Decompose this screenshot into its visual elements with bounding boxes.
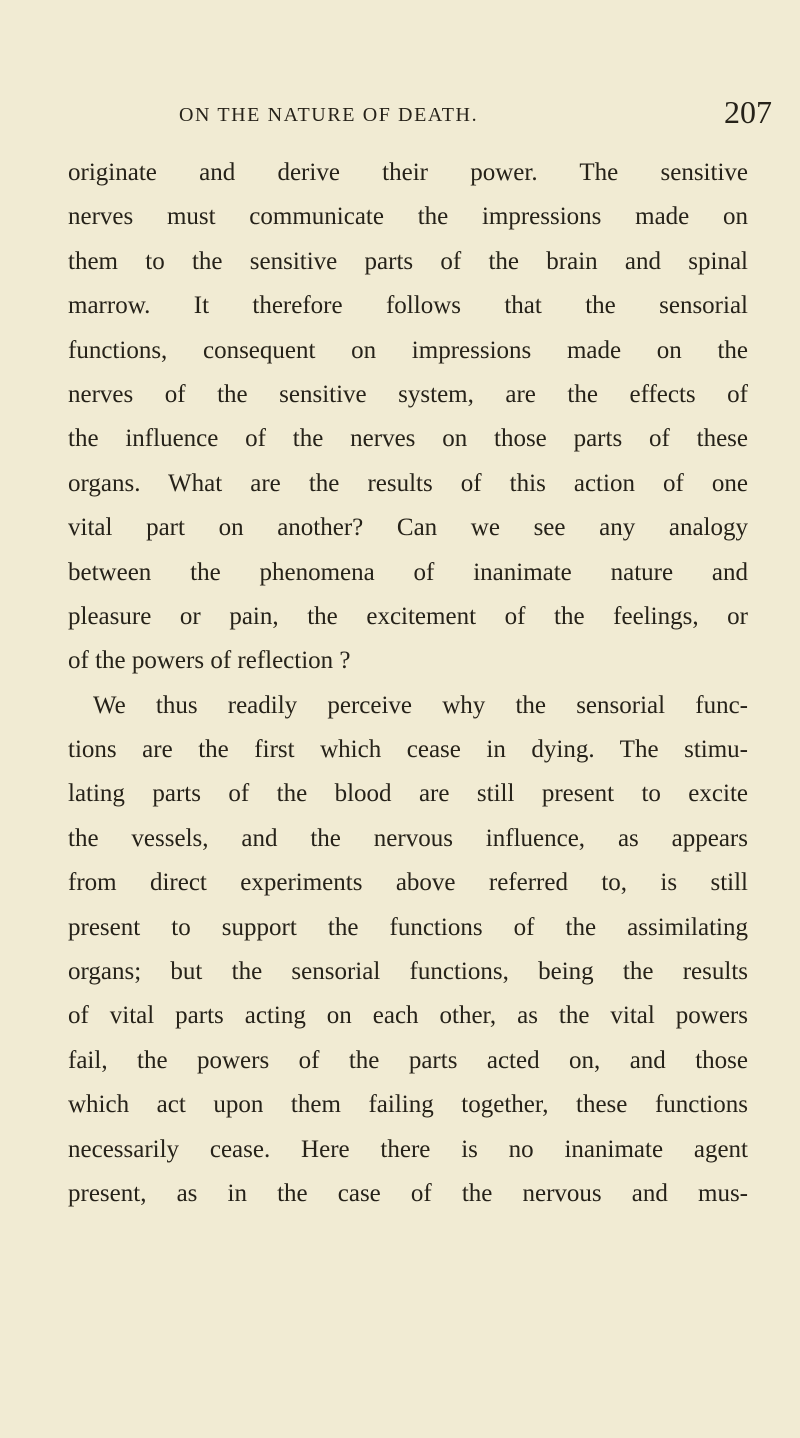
text-line: organs. What are the results of this action of one: [68, 469, 748, 497]
body-text: [68, 151, 748, 1216]
text-line: tions are the first which cease in dying. The stimu-: [68, 736, 748, 764]
text-line: We thus readily perceive why the sensorial func-: [93, 691, 748, 719]
text-line: nerves must communicate the impressions made on: [68, 203, 748, 231]
text-line: originate and derive their power. The sensitive: [68, 159, 748, 186]
text-line: present to support the functions of the assimilating: [68, 913, 748, 941]
text-line: of the powers of reflection ?: [68, 647, 351, 675]
running-head: ON THE NATURE OF DEATH.: [179, 104, 479, 126]
text-line: of vital parts acting on each other, as the vital powers: [68, 1002, 748, 1030]
text-line: functions, consequent on impressions made on the: [68, 336, 748, 364]
text-line: necessarily cease. Here there is no inanimate agent: [68, 1135, 748, 1163]
text-line: from direct experiments above referred to, is still: [68, 869, 748, 897]
text-line: marrow. It therefore follows that the sensorial: [68, 292, 748, 320]
text-line: organs; but the sensorial functions, being the results: [68, 958, 748, 986]
text-line: nerves of the sensitive system, are the effects of: [68, 380, 748, 408]
text-line: them to the sensitive parts of the brain and spinal: [68, 247, 748, 275]
text-line: pleasure or pain, the excitement of the feelings, or: [68, 602, 748, 630]
page-number: 207: [724, 94, 772, 130]
text-line: the influence of the nerves on those parts of these: [68, 425, 748, 453]
text-line: present, as in the case of the nervous and mus-: [68, 1179, 748, 1207]
text-line: fail, the powers of the parts acted on, and those: [68, 1046, 748, 1074]
text-line: the vessels, and the nervous influence, as appears: [68, 824, 748, 852]
text-line: lating parts of the blood are still present to excite: [68, 780, 748, 808]
text-line: between the phenomena of inanimate nature and: [68, 558, 748, 586]
text-line: vital part on another? Can we see any analogy: [68, 514, 748, 542]
text-line: which act upon them failing together, these functions: [68, 1091, 748, 1119]
